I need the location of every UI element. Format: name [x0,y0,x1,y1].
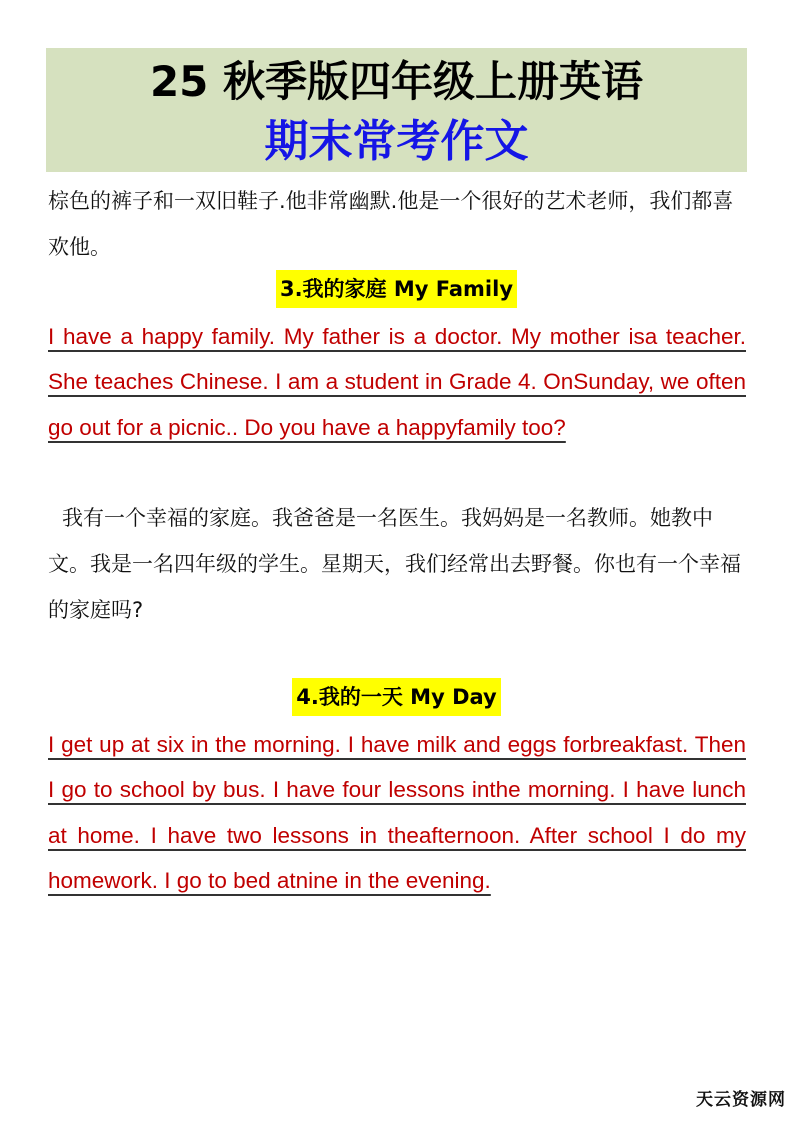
section4-english-essay: I get up at six in the morning. I have milk and eggs forbreakfast. Then I go to school by bus. I have four lessons inthe morning. I have lunch at home. I have two lessons in theafternoon. After school I do my homework. I go to bed atnine in the evening. [48,732,746,893]
section3-english-essay: I have a happy family. My father is a doctor. My mother isa teacher. She teaches Chinese. I am a student in Grade 4. OnSunday, we often go out for a picnic.. Do you have a happyfamily too? [48,324,746,440]
title-banner [46,48,747,172]
page-subtitle: 期末常考作文 [264,116,529,167]
intro-paragraph: 棕色的裤子和一双旧鞋子.他非常幽默.他是一个很好的艺术老师，我们都喜欢他。 [48,189,734,259]
section3-chinese-translation: 我有一个幸福的家庭。我爸爸是一名医生。我妈妈是一名教师。她教中文。我是一名四年级的学生。星期天，我们经常出去野餐。你也有一个幸福的家庭吗? [48,506,741,622]
footer-watermark: 天云资源网 [696,1090,786,1110]
page-title: 25 秋季版四年级上册英语 [149,57,644,106]
section3-heading-label: 3.我的家庭 My Family [276,270,517,308]
section3-heading [0,270,793,308]
section4-heading-label: 4.我的一天 My Day [292,678,500,716]
section4-heading [0,678,793,716]
